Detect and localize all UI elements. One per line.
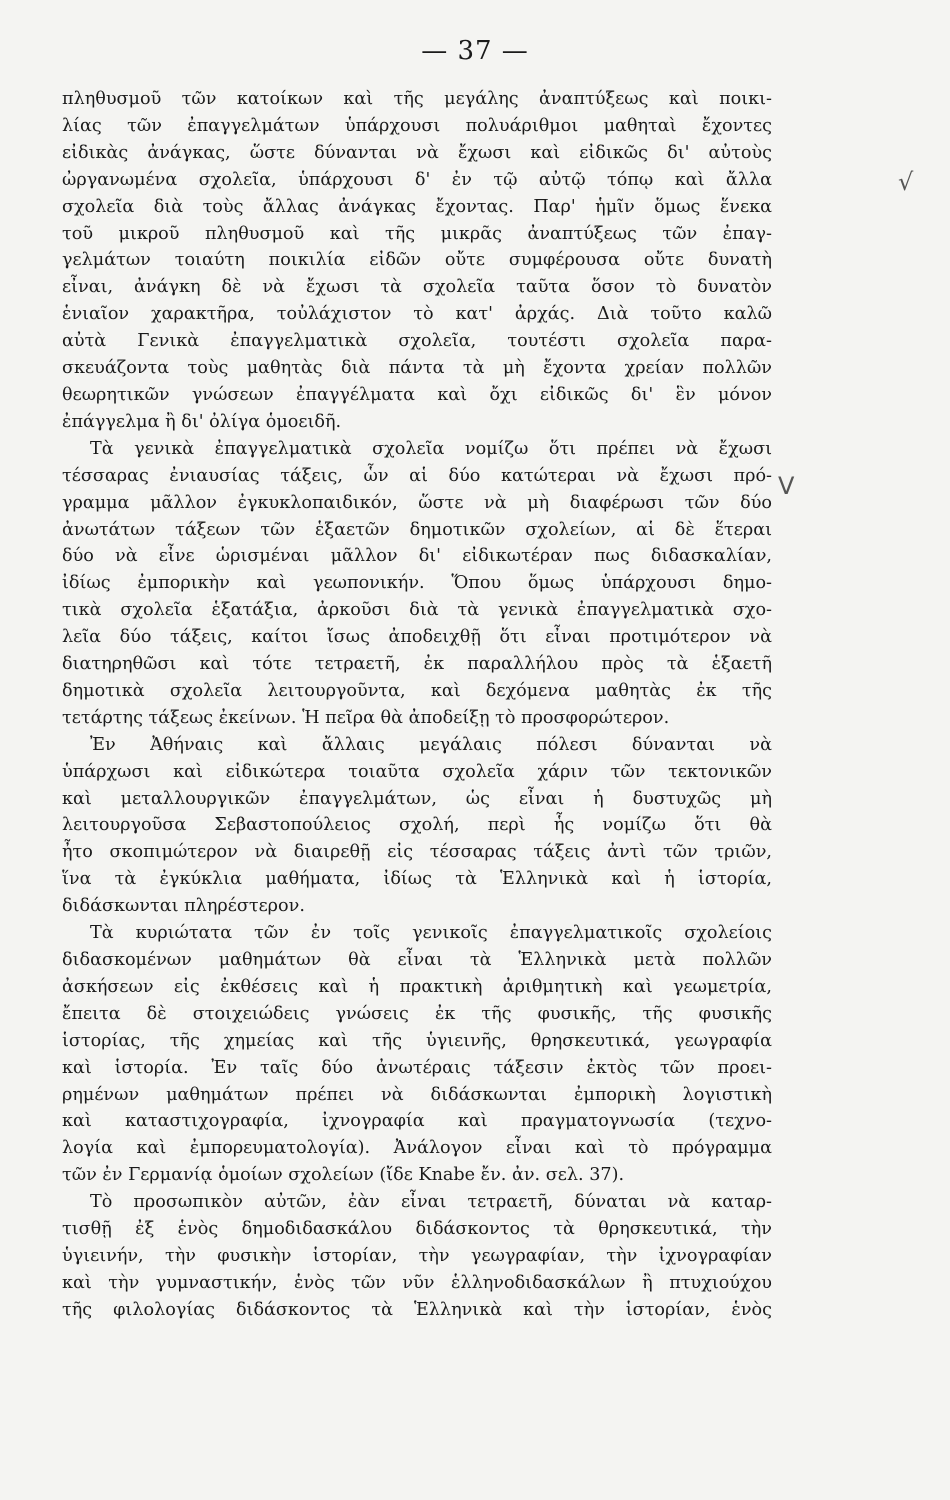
text-line: τισθῇ ἐξ ἑνὸς δημοδιδασκάλου διδάσκοντος τὰ θρησκευτικά, τὴν <box>62 1219 772 1240</box>
text-line: ρημένων μαθημάτων πρέπει νὰ διδάσκωνται ἐμπορικὴ λογιστικὴ <box>62 1084 772 1105</box>
text-line: τῶν ἐν Γερμανίᾳ ὁμοίων σχολείων (ἴδε Knabe ἔν. ἀν. σελ. 37). <box>62 1165 625 1186</box>
text-line: ἵνα τὰ ἐγκύκλια μαθήματα, ἰδίως τὰ Ἑλληνικὰ καὶ ἡ ἱστορία, <box>62 869 772 890</box>
text-line: καὶ καταστιχογραφία, ἰχνογραφία καὶ πραγματογνωσία (τεχνο- <box>62 1111 772 1132</box>
paragraph-2 <box>62 436 772 732</box>
text-line: ἑνιαῖον χαρακτῆρα, τοὐλάχιστον τὸ κατ' ἀρχάς. Διὰ τοῦτο καλῶ <box>62 304 772 325</box>
text-line: θεωρητικῶν γνώσεων ἐπαγγέλματα καὶ ὄχι εἰδικῶς δι' ἓν μόνον <box>62 384 772 405</box>
text-line: τικὰ σχολεῖα ἑξατάξια, ἀρκοῦσι διὰ τὰ γενικὰ ἐπαγγελματικὰ σχο- <box>62 600 772 621</box>
text-line: τέσσαρας ἐνιαυσίας τάξεις, ὧν αἱ δύο κατώτεραι νὰ ἔχωσι πρό- <box>62 465 772 486</box>
text-line: δημοτικὰ σχολεῖα λειτουργοῦντα, καὶ δεχόμενα μαθητὰς ἐκ τῆς <box>62 680 772 701</box>
page-number: — 37 — <box>421 36 529 66</box>
text-line: διδασκομένων μαθημάτων θὰ εἶναι τὰ Ἑλληνικὰ μετὰ πολλῶν <box>62 950 772 970</box>
text-line: ἦτο σκοπιμώτερον νὰ διαιρεθῇ εἰς τέσσαρας τάξεις ἀντὶ τῶν τριῶν, <box>62 842 772 863</box>
checkmark-annotation: √ <box>898 168 914 196</box>
text-line: δύο νὰ εἶνε ὡρισμέναι μᾶλλον δι' εἰδικωτέραν πως διδασκαλίαν, <box>62 546 772 567</box>
text-line: σχολεῖα διὰ τοὺς ἄλλας ἀνάγκας ἔχοντας. Παρ' ἡμῖν ὅμως ἕνεκα <box>62 196 772 217</box>
text-line: ἔπειτα δὲ στοιχειώδεις γνώσεις ἐκ τῆς φυσικῆς, τῆς φυσικῆς <box>62 1003 772 1024</box>
text-line: ἰδίως ἐμπορικὴν καὶ γεωπονικήν. Ὅπου ὅμως ὑπάρχουσι δημο- <box>62 573 772 594</box>
text-line: ὑγιεινήν, τὴν φυσικὴν ἱστορίαν, τὴν γεωγραφίαν, τὴν ἰχνογραφίαν <box>62 1245 772 1266</box>
text-line: εἰδικὰς ἀνάγκας, ὥστε δύνανται νὰ ἔχωσι καὶ εἰδικῶς δι' αὐτοὺς <box>62 142 772 163</box>
text-line: ὠργανωμένα σχολεῖα, ὑπάρχουσι δ' ἐν τῷ αὐτῷ τόπῳ καὶ ἄλλα <box>62 169 772 190</box>
text-line: Τὰ κυριώτατα τῶν ἐν τοῖς γενικοῖς ἐπαγγελματικοῖς σχολείοις <box>90 923 772 944</box>
text-line: πληθυσμοῦ τῶν κατοίκων καὶ τῆς μεγάλης ἀναπτύξεως καὶ ποικι- <box>62 89 772 109</box>
text-line: εἶναι, ἀνάγκη δὲ νὰ ἔχωσι τὰ σχολεῖα ταῦτα ὅσον τὸ δυνατὸν <box>62 277 772 298</box>
paragraph-5 <box>62 1189 772 1324</box>
text-line: λειτουργοῦσα Σεβαστοπούλειος σχολή, περὶ ἧς νομίζω ὅτι θὰ <box>62 815 772 836</box>
text-line: τῆς φιλολογίας διδάσκοντος τὰ Ἑλληνικὰ καὶ τὴν ἱστορίαν, ἑνὸς <box>62 1299 772 1320</box>
text-line: Τὸ προσωπικὸν αὐτῶν, ἐὰν εἶναι τετραετῆ, δύναται νὰ καταρ- <box>90 1192 772 1213</box>
paragraph-1 <box>62 86 772 436</box>
v-annotation: V <box>778 472 795 500</box>
text-line: γραμμα μᾶλλον ἐγκυκλοπαιδικόν, ὥστε νὰ μὴ διαφέρωσι τῶν δύο <box>62 492 772 513</box>
body-text <box>62 86 772 1324</box>
text-line: γελμάτων τοιαύτη ποικιλία εἰδῶν οὔτε συμφέρουσα οὔτε δυνατὴ <box>62 250 772 271</box>
text-line: τοῦ μικροῦ πληθυσμοῦ καὶ τῆς μικρᾶς ἀναπτύξεως τῶν ἐπαγ- <box>62 223 772 244</box>
text-line: ἐπάγγελμα ἢ δι' ὀλίγα ὁμοειδῆ. <box>62 411 342 432</box>
paragraph-4 <box>62 920 772 1189</box>
text-line: αὐτὰ Γενικὰ ἐπαγγελματικὰ σχολεῖα, τουτέστι σχολεῖα παρα- <box>62 331 772 352</box>
text-line: τετάρτης τάξεως ἐκείνων. Ἡ πεῖρα θὰ ἀποδείξῃ τὸ προσφορώτερον. <box>62 707 670 728</box>
text-line: διδάσκωνται πληρέστερον. <box>62 896 305 917</box>
text-line: καὶ τὴν γυμναστικήν, ἑνὸς τῶν νῦν ἑλληνοδιδασκάλων ἢ πτυχιούχου <box>62 1272 772 1293</box>
text-line: ἱστορίας, τῆς χημείας καὶ τῆς ὑγιεινῆς, θρησκευτικά, γεωγραφία <box>62 1030 772 1051</box>
text-line: λεῖα δύο τάξεις, καίτοι ἴσως ἀποδειχθῇ ὅτι εἶναι προτιμότερον νὰ <box>62 627 772 648</box>
text-line: λογία καὶ ἐμπορευματολογία). Ἀνάλογον εἶναι καὶ τὸ πρόγραμμα <box>62 1138 772 1159</box>
text-line: λίας τῶν ἐπαγγελμάτων ὑπάρχουσι πολυάριθμοι μαθηταὶ ἔχοντες <box>62 115 772 136</box>
text-line: σκευάζοντα τοὺς μαθητὰς διὰ πάντα τὰ μὴ ἔχοντα χρείαν πολλῶν <box>62 358 772 379</box>
text-line: διατηρηθῶσι καὶ τότε τετραετῆ, ἐκ παραλλήλου πρὸς τὰ ἑξαετῆ <box>62 654 772 675</box>
paragraph-3 <box>62 732 772 920</box>
text-line: Ἐν Ἀθήναις καὶ ἄλλαις μεγάλαις πόλεσι δύνανται νὰ <box>90 734 772 755</box>
text-line: Τὰ γενικὰ ἐπαγγελματικὰ σχολεῖα νομίζω ὅτι πρέπει νὰ ἔχωσι <box>90 438 772 459</box>
text-line: καὶ μεταλλουργικῶν ἐπαγγελμάτων, ὡς εἶναι ἡ δυστυχῶς μὴ <box>62 788 772 809</box>
text-line: ὑπάρχωσι καὶ εἰδικώτερα τοιαῦτα σχολεῖα χάριν τῶν τεκτονικῶν <box>62 761 772 782</box>
text-line: καὶ ἱστορία. Ἐν ταῖς δύο ἀνωτέραις τάξεσιν ἐκτὸς τῶν προει- <box>62 1057 772 1078</box>
text-line: ἀσκήσεων εἰς ἐκθέσεις καὶ ἡ πρακτικὴ ἀριθμητικὴ καὶ γεωμετρία, <box>62 976 772 997</box>
text-line: ἀνωτάτων τάξεων τῶν ἑξαετῶν δημοτικῶν σχολείων, αἱ δὲ ἕτεραι <box>62 519 772 540</box>
